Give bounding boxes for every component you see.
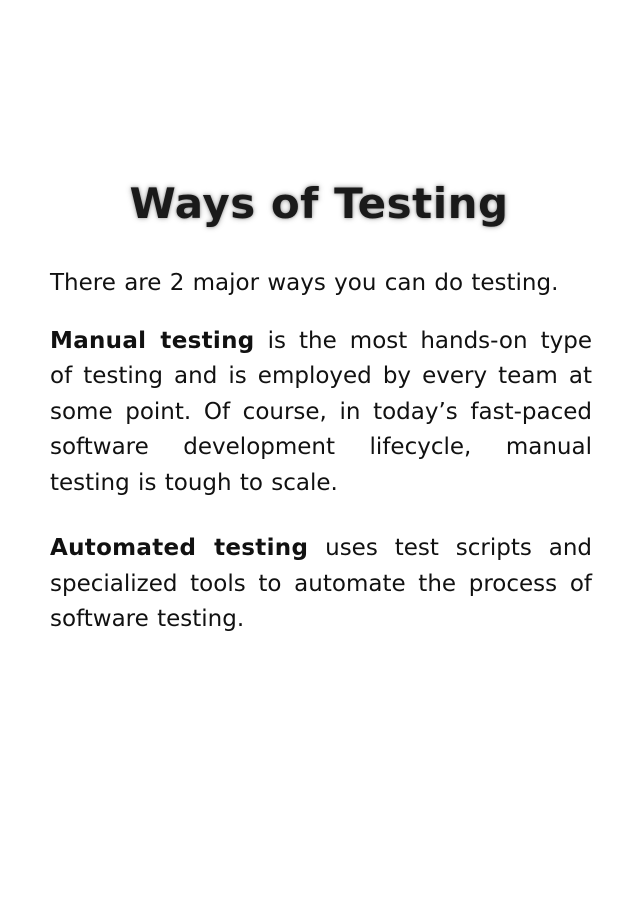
body-content <box>50 266 592 638</box>
automated-testing-term: Automated testing <box>50 535 309 561</box>
manual-testing-description: is the most hands-on type of testing and is employed by every team at some point. Of course, in today’s fast-paced software development lifecycle, manual testing is tough to scale. <box>50 327 592 496</box>
page-title: Ways of Testing <box>129 179 509 228</box>
automated-testing-description: uses test scripts and specialized tools to automate the process of software testing. <box>50 535 593 632</box>
manual-testing-term: Manual testing <box>50 327 255 354</box>
manual-testing-paragraph <box>50 324 592 502</box>
intro-paragraph: There are 2 major ways you can do testing. <box>50 270 559 296</box>
automated-testing-paragraph <box>50 531 592 638</box>
